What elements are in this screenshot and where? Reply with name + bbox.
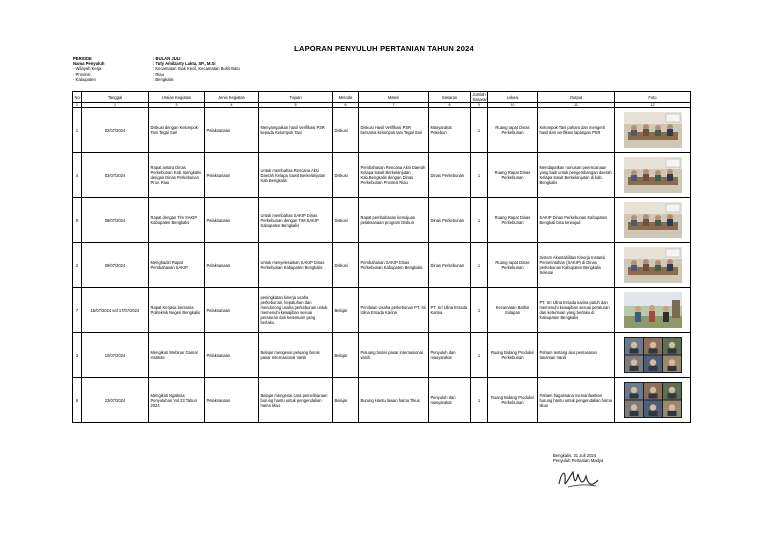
- column-number: 4: [205, 103, 259, 108]
- table-row: [73, 333, 691, 378]
- column-number: 12: [615, 103, 691, 108]
- cell-lokasi: Ruang Bidang Produksi Perkebunan: [488, 378, 538, 423]
- table-header-row: [73, 92, 691, 103]
- cell-foto: [615, 108, 691, 153]
- table-row: [73, 288, 691, 333]
- cell-jumlah: 1: [471, 108, 488, 153]
- cell-tujuan: Untuk menyelesaikan SAKIP Dinas Perkebunan Kabupaten Bengkalis: [259, 243, 333, 288]
- handwritten-signature: [556, 466, 602, 492]
- cell-jumlah: 1: [471, 333, 488, 378]
- cell-uraian: Rapat Kerjasa bersama Politeknik Negeri Bengkalis: [149, 288, 205, 333]
- cell-jenis: Pelaksanaan: [205, 243, 259, 288]
- column-number: 8: [429, 103, 471, 108]
- cell-jumlah: 1: [471, 378, 488, 423]
- cell-lokasi: Ruang Bidang Produksi Perkebunan: [488, 333, 538, 378]
- cell-uraian: Rapat antara Dinas Perkebunan Kab. Bengkalis dengan Dinas Perkebunan Prov. Riau: [149, 153, 205, 198]
- cell-tanggal: 23/07/2024: [82, 378, 149, 423]
- cell-foto: [615, 153, 691, 198]
- cell-jenis: Pelaksanaan: [205, 378, 259, 423]
- cell-output: Sistem Akuntabilitas Kinerja Instansi Pemerintahan (SAKIP) di Dinas perkebunan Kabupaten Bengkalis Selesai: [538, 243, 615, 288]
- cell-materi: Rapat pembahasan kemajuan pelaksanaan program Disbun: [359, 198, 429, 243]
- cell-tujuan: Menyampaikan hasil Verifikasi PSR kepada Kelompok Tani: [259, 108, 333, 153]
- cell-no: 1: [73, 108, 82, 153]
- table-row: [73, 243, 691, 288]
- cell-tujuan: Untuk membahas SAKIP Dinas Perkebunan dengan TIM SAKIP Kabupaten Bengkalis: [259, 198, 333, 243]
- cell-materi: Pembahasan Rencana Aksi Daerah Kelapa Sawit Berkelanjutan Kab.Bengkalis dengan Dinas Perkebunan Provinsi Riau: [359, 153, 429, 198]
- meeting-photo: [624, 157, 682, 193]
- column-number: 10: [488, 103, 538, 108]
- column-number: 6: [333, 103, 359, 108]
- cell-lokasi: Ruang rapat Dinas Perkebunan: [488, 243, 538, 288]
- cell-materi: Diskusi Hasil Verifikasi PSR bersama kelompok tani Tegal Sari: [359, 108, 429, 153]
- cell-tujuan: Belajar mengenai peluang bisnis pasar Internasional Vanili: [259, 333, 333, 378]
- cell-no: 4: [73, 153, 82, 198]
- table-row: [73, 198, 691, 243]
- cell-uraian: Mengikuti Ngabras Penyuluhan Vol 23 Tahun 2024: [149, 378, 205, 423]
- meta-key: - Kabupaten: [73, 76, 96, 82]
- meeting-photo: [624, 247, 682, 283]
- cell-output: SAKIP Dinas Perkebunan Kabupaten Bengkali bisa terwujud: [538, 198, 615, 243]
- cell-lokasi: Ruang Rapat Dinas Perkebunan: [488, 153, 538, 198]
- table-row: [73, 108, 691, 153]
- cell-output: PT. Sri Ulina Ersada karina patuh dan memenuhi kewajiban sesuai peraturan dan ketentuan yang berlaku di Kabupaten Bengkalis: [538, 288, 615, 333]
- cell-metode: Diskusi: [333, 108, 359, 153]
- report-meta: [73, 56, 240, 82]
- meta-key: - Provinsi: [73, 71, 91, 77]
- column-header: Lokasi: [488, 92, 538, 103]
- cell-metode: Diskusi: [333, 198, 359, 243]
- webinar-photo: [624, 382, 682, 418]
- cell-sasaran: Dinas Perkebunan: [429, 243, 471, 288]
- cell-tujuan: peningkatan kinerja usaha perkebunan, kepatuhan dan mendorong usaha perkebunan untuk memenuhi kewajiban sesuai peraturan dan ketentuan yang berlaku.: [259, 288, 333, 333]
- column-header: Jenis Kegiatan: [205, 92, 259, 103]
- cell-sasaran: Penyuluh dan masyarakat: [429, 378, 471, 423]
- cell-jenis: Pelaksanaan: [205, 153, 259, 198]
- cell-jenis: Pelaksanaan: [205, 288, 259, 333]
- column-header: No: [73, 92, 82, 103]
- cell-output: Paham tentang alur pemasaran tanaman Vanili: [538, 333, 615, 378]
- column-header: Jumlah Sasaran: [472, 92, 488, 102]
- cell-uraian: Mengikuti Webinar Gamal Institute: [149, 333, 205, 378]
- cell-materi: Peluang bisnis pasar internasional vanili: [359, 333, 429, 378]
- cell-foto: [615, 198, 691, 243]
- cell-materi: Burung Hantu lawan hama Tikus: [359, 378, 429, 423]
- cell-tanggal: 08/07/2024: [82, 198, 149, 243]
- column-header: Output: [538, 92, 615, 103]
- meta-key: - Wilayah Kerja: [73, 66, 102, 72]
- column-number: 2: [82, 103, 149, 108]
- column-number: 11: [538, 103, 615, 108]
- meta-value: : Kecamatan Siak Kecil, Kecamatan Bukit Batu: [153, 66, 240, 72]
- meta-value: : Riau: [153, 71, 164, 77]
- column-number: 9: [471, 103, 488, 108]
- cell-no: 6: [73, 378, 82, 423]
- meta-row: [73, 77, 240, 82]
- cell-no: 5: [73, 198, 82, 243]
- cell-foto: [615, 288, 691, 333]
- cell-jumlah: 1: [471, 288, 488, 333]
- cell-jenis: Pelaksanaan: [205, 108, 259, 153]
- meeting-photo: [624, 112, 682, 148]
- cell-materi: Pembahasan SAKIP Dinas Perkebunan Kabupaten Bengkalis: [359, 243, 429, 288]
- cell-sasaran: Masyarakat Pekebun: [429, 108, 471, 153]
- cell-tujuan: Belajar mengenai cara pemeliharaan burung hantu untuk pengendalian hama tikus: [259, 378, 333, 423]
- cell-jenis: Pelaksanaan: [205, 333, 259, 378]
- cell-lokasi: Ruang Rapat Dinas Perkebunan: [488, 198, 538, 243]
- column-number: 5: [259, 103, 333, 108]
- cell-sasaran: Dinas Perkebunan: [429, 198, 471, 243]
- cell-lokasi: Kecamatan Bathin Solapan: [488, 288, 538, 333]
- column-header: Uraian Kegiatan: [149, 92, 205, 103]
- meeting-photo: [624, 202, 682, 238]
- sign-place-date: Bengkalis, 31 Juli 2024: [553, 453, 597, 458]
- cell-output: Kelompok Tani paham dan mengerti hasil dari verifikasi lapangan PSR: [538, 108, 615, 153]
- cell-tanggal: 02/07/2024: [82, 153, 149, 198]
- cell-sasaran: Penyuluh dan masyarakat: [429, 333, 471, 378]
- column-header: Tanggal: [82, 92, 149, 103]
- report-title: LAPORAN PENYULUH PERTANIAN TAHUN 2024: [294, 44, 474, 53]
- cell-tanggal: 02/07/2024: [82, 108, 149, 153]
- sign-role: Penyuluh Pertanian Madya: [553, 458, 604, 464]
- column-number: 7: [359, 103, 429, 108]
- field-photo: [624, 292, 682, 328]
- cell-jenis: Pelaksanaan: [205, 198, 259, 243]
- cell-materi: Penilaian Usaha perkebunan PT. Sri Ulina Ersada Karina: [359, 288, 429, 333]
- cell-tanggal: 10/07/2024: [82, 333, 149, 378]
- cell-jumlah: 1: [471, 153, 488, 198]
- cell-tujuan: Untuk membahas Rencana Aksi Daerah Kelapa Sawit Berkelanjutan Kab.Bengkalis: [259, 153, 333, 198]
- cell-metode: Diskusi: [333, 243, 359, 288]
- cell-sasaran: Dinas Perkebunan: [429, 153, 471, 198]
- cell-metode: Belajar: [333, 288, 359, 333]
- meta-value: : Bengkalis: [153, 76, 174, 82]
- cell-uraian: Diskusi dengan Kelompok Tani Tegal Sari: [149, 108, 205, 153]
- column-header: Foto: [615, 92, 691, 103]
- cell-jumlah: 1: [471, 198, 488, 243]
- cell-uraian: Rapat dengan Tim SAKIP Kabupaten Bengkalis: [149, 198, 205, 243]
- cell-metode: Belajar: [333, 378, 359, 423]
- cell-foto: [615, 378, 691, 423]
- cell-metode: Belajar: [333, 333, 359, 378]
- report-table: [72, 91, 691, 423]
- cell-foto: [615, 243, 691, 288]
- cell-uraian: Menghadiri Rapat Pembahasan SAKIP: [149, 243, 205, 288]
- signature-block: [553, 453, 603, 463]
- table-row: [73, 153, 691, 198]
- column-header: Sasaran: [429, 92, 471, 103]
- column-header: Tujuan: [259, 92, 333, 103]
- column-header: Metode: [333, 92, 359, 103]
- meta-value: : Tuty Amilzarty Lakta, SP., M.Si: [153, 61, 216, 67]
- cell-no: 7: [73, 288, 82, 333]
- cell-lokasi: Ruang rapat Dinas Perkebunan: [488, 108, 538, 153]
- cell-tanggal: 15/07/2024 s/d 17/07/2024: [82, 288, 149, 333]
- cell-output: Paham bagaimana memanfaatkan burung hantu untuk pengendalian hama tikus: [538, 378, 615, 423]
- table-row: [73, 378, 691, 423]
- cell-sasaran: PT. Sri Ulina Ersada Karina: [429, 288, 471, 333]
- cell-metode: Diskusi: [333, 153, 359, 198]
- meta-key: PERIODE: [73, 56, 92, 61]
- column-number: 1: [73, 103, 82, 108]
- cell-output: Mendapatkan rumusan perencanaan yang baik untuk pengembangan daerah Kelapa Sawit Berkelanjutan di kab. Bengkalis: [538, 153, 615, 198]
- cell-tanggal: 09/07/2024: [82, 243, 149, 288]
- meta-key: Nama Penyuluh: [73, 61, 105, 67]
- column-header: Materi: [359, 92, 429, 103]
- column-number: 3: [149, 103, 205, 108]
- cell-no: 2: [73, 243, 82, 288]
- webinar-photo: [624, 337, 682, 373]
- cell-jumlah: 1: [471, 243, 488, 288]
- meta-value: : BULAN JULI: [153, 56, 181, 61]
- cell-foto: [615, 333, 691, 378]
- cell-no: 3: [73, 333, 82, 378]
